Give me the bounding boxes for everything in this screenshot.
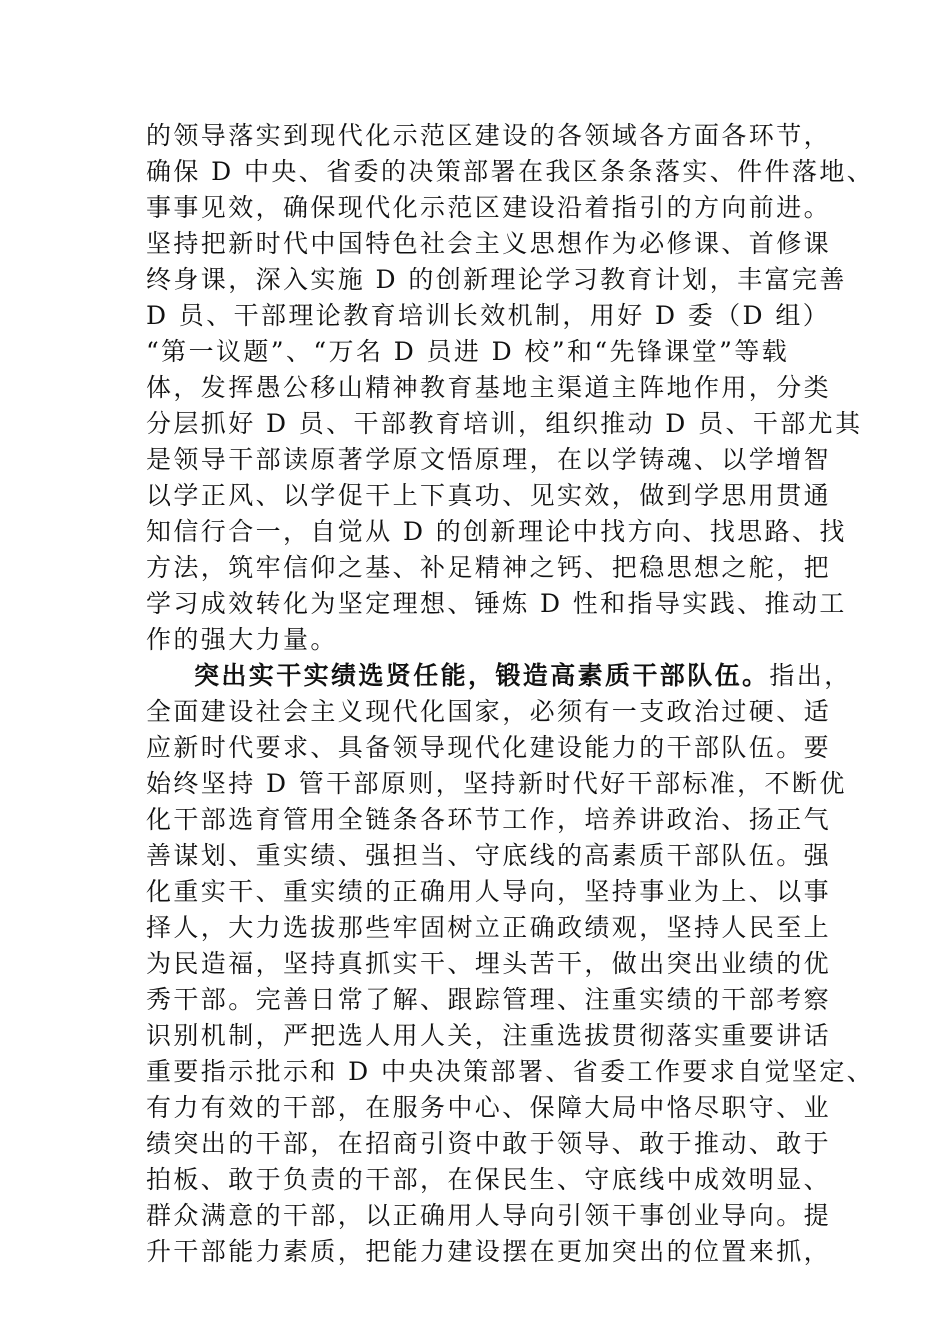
text-line: 终身课，深入实施 D 的创新理论学习教育计划，丰富完善: [146, 265, 847, 294]
text-line: 化重实干、重实绩的正确用人导向，坚持事业为上、以事: [146, 877, 832, 906]
text-line: 识别机制，严把选人用人关，注重选拔贯彻落实重要讲话: [146, 1021, 832, 1050]
text-line: 择人，大力选拔那些牢固树立正确政绩观，坚持人民至上: [146, 913, 832, 942]
text-line: 作的强大力量。: [146, 625, 338, 654]
text-line: 学习成效转化为坚定理想、锤炼 D 性和指导实践、推动工: [146, 589, 847, 618]
text-line: 体，发挥愚公移山精神教育基地主渠道主阵地作用，分类: [146, 373, 832, 402]
text-line: 秀干部。完善日常了解、跟踪管理、注重实绩的干部考察: [146, 985, 832, 1014]
text-line: 是领导干部读原著学原文悟原理，在以学铸魂、以学增智: [146, 445, 832, 474]
text-line: 升干部能力素质，把能力建设摆在更加突出的位置来抓，: [146, 1237, 832, 1266]
text-line: 重要指示批示和 D 中央决策部署、省委工作要求自觉坚定、: [146, 1057, 875, 1086]
paragraph-heading-line: [146, 658, 852, 694]
text-line: 分层抓好 D 员、干部教育培训，组织推动 D 员、干部尤其: [146, 409, 863, 438]
document-page: [146, 118, 875, 1270]
text-line: 应新时代要求、具备领导现代化建设能力的干部队伍。要: [146, 733, 832, 762]
text-line: 为民造福，坚持真抓实干、埋头苦干，做出突出业绩的优: [146, 949, 832, 978]
heading-tail-text: 指出，: [769, 661, 852, 690]
text-line: D 员、干部理论教育培训长效机制，用好 D 委（D 组）: [146, 301, 831, 330]
text-line: 全面建设社会主义现代化国家，必须有一支政治过硬、适: [146, 697, 832, 726]
text-line: 确保 D 中央、省委的决策部署在我区条条落实、件件落地、: [146, 157, 875, 186]
text-line: 有力有效的干部，在服务中心、保障大局中恪尽职守、业: [146, 1093, 832, 1122]
text-line: 的领导落实到现代化示范区建设的各领域各方面各环节，: [146, 121, 832, 150]
text-line: 始终坚持 D 管干部原则，坚持新时代好干部标准，不断优: [146, 769, 847, 798]
text-line: 以学正风、以学促干上下真功、见实效，做到学思用贯通: [146, 481, 832, 510]
text-line: 群众满意的干部，以正确用人导向引领干事创业导向。提: [146, 1201, 832, 1230]
text-line: 拍板、敢于负责的干部，在保民生、守底线中成效明显、: [146, 1165, 832, 1194]
text-line: 知信行合一，自觉从 D 的创新理论中找方向、找思路、找: [146, 517, 847, 546]
text-line: “第一议题”、“万名 D 员进 D 校”和“先锋课堂”等载: [146, 337, 790, 366]
text-line: 善谋划、重实绩、强担当、守底线的高素质干部队伍。强: [146, 841, 832, 870]
text-line: 绩突出的干部，在招商引资中敢于领导、敢于推动、敢于: [146, 1129, 832, 1158]
text-line: 事事见效，确保现代化示范区建设沿着指引的方向前进。: [146, 193, 832, 222]
paragraph-heading: 突出实干实绩选贤任能，锻造高素质干部队伍。: [194, 661, 770, 690]
text-line: 化干部选育管用全链条各环节工作，培养讲政治、扬正气: [146, 805, 832, 834]
text-line: 方法，筑牢信仰之基、补足精神之钙、把稳思想之舵，把: [146, 553, 832, 582]
text-line: 坚持把新时代中国特色社会主义思想作为必修课、首修课: [146, 229, 832, 258]
